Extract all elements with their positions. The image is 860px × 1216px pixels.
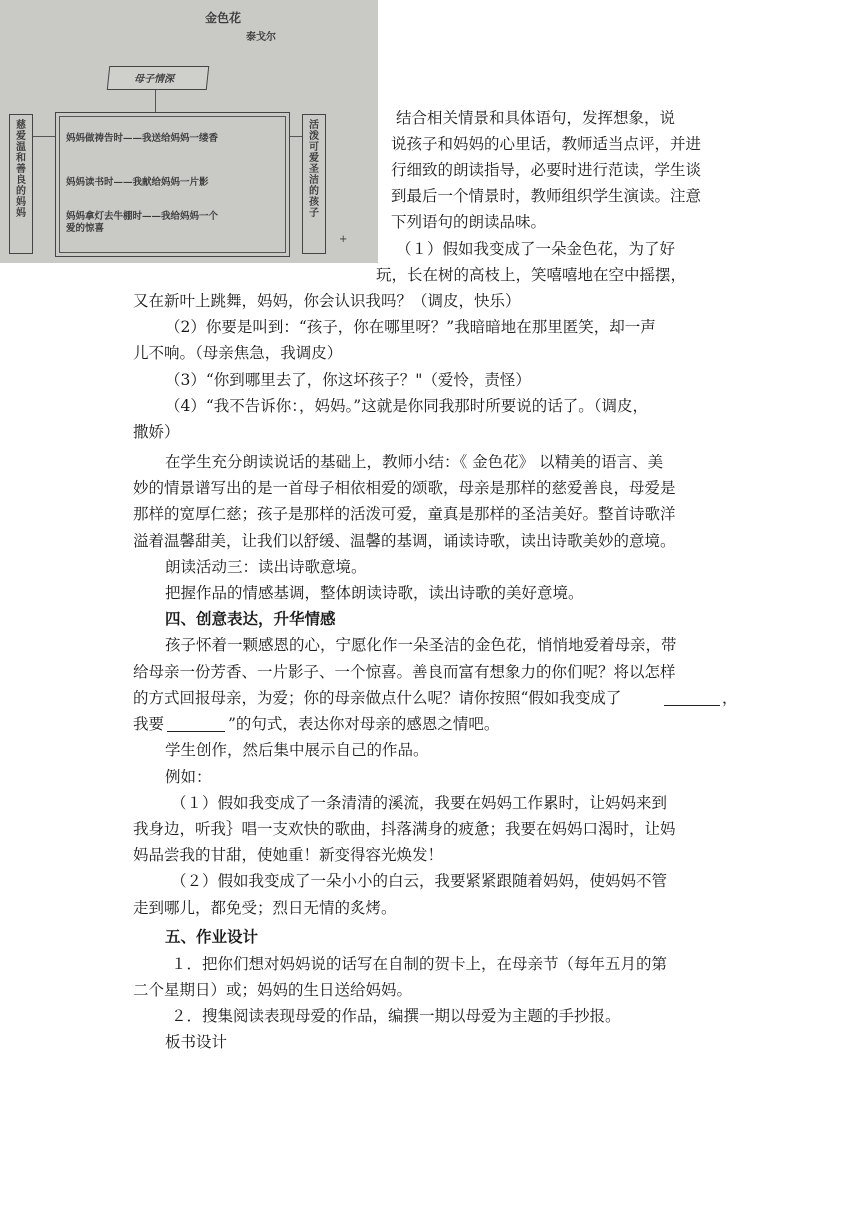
board-row: 妈妈拿灯去牛棚时——我给妈妈一个	[66, 211, 219, 222]
paragraph-line: 溢着温馨甜美，让我们以舒缓、温馨的基调，诵读诗歌，读出诗歌美妙的意境。	[133, 532, 676, 550]
paragraph-line: 到最后一个情景时，教师组织学生演读。注意	[391, 187, 702, 205]
paragraph-line: 那样的宽厚仁慈；孩子是那样的活泼可爱，童真是那样的圣洁美好。整首诗歌洋	[133, 505, 676, 523]
paragraph-line: （2）你要是叫到：“孩子，你在哪里呀？”我暗暗地在那里匿笑，却一声	[165, 318, 656, 336]
paragraph-line: 的方式回报母亲，为爱；你的母亲做点什么呢？请你按照“假如我变成了	[133, 689, 622, 707]
paragraph-line: （２）假如我变成了一朵小小的白云，我要紧紧跟随着妈妈，使妈妈不管	[171, 872, 668, 890]
paragraph-line: 妈品尝我的甘甜，使她重！新变得容光焕发！	[133, 846, 444, 864]
paragraph-line: 走到哪儿，都免受；烈日无情的炙烤。	[133, 899, 397, 917]
paragraph-line: ２．搜集阅读表现母爱的作品，编撰一期以母爱为主题的手抄报。	[171, 1007, 621, 1025]
board-author: 泰戈尔	[246, 32, 276, 43]
paragraph-line: ，	[722, 689, 738, 707]
paragraph-line: 行细致的朗读指导，必要时进行范读，学生谈	[391, 161, 702, 179]
board-design-image	[0, 0, 378, 263]
section-heading: 五、作业设计	[165, 927, 259, 946]
paragraph-line: 给母亲一份芳香、一片影子、一个惊喜。善良而富有想象力的你们呢？将以怎样	[133, 663, 676, 681]
paragraph-line: 把握作品的情感基调，整体朗读诗歌，读出诗歌的美好意境。	[165, 584, 584, 602]
paragraph-line: 撒娇）	[133, 423, 180, 441]
board-row: 妈妈读书时——我献给妈妈一片影	[66, 177, 209, 188]
paragraph-line: 妙的情景谱写出的是一首母子相依相爱的颂歌，母亲是那样的慈爱善良，母爱是	[133, 479, 676, 497]
paragraph-line: （4）“我不告诉你：，妈妈。”这就是你同我那时所要说的话了。（调皮，	[165, 397, 648, 415]
board-row: 妈妈做祷告时——我送给妈妈一缕香	[66, 133, 219, 144]
paragraph-line: 二个星期日）或；妈妈的生日送给妈妈。	[133, 981, 413, 999]
paragraph-line: 学生创作，然后集中展示自己的作品。	[165, 741, 429, 759]
left-column-text: 慈爱温和善良的妈妈	[16, 120, 26, 219]
paragraph-line: 玩，长在树的高枝上，笑嘻嘻地在空中摇摆，	[376, 266, 687, 284]
right-column-text: 活泼可爱圣洁的孩子	[309, 120, 319, 219]
fill-blank	[664, 689, 720, 706]
paragraph-line: 结合相关情景和具体语句，发挥想象，说	[396, 109, 676, 127]
paragraph-line: 我身边，听我｝唱一支欢快的歌曲，抖落满身的疲惫；我要在妈妈口渴时，让妈	[133, 820, 676, 838]
paragraph-line: 例如：	[165, 768, 212, 786]
paragraph-line: 又在新叶上跳舞，妈妈，你会认识我吗？（调皮，快乐）	[133, 292, 521, 310]
paragraph-line: ”的句式，表达你对母亲的感恩之情吧。	[228, 715, 500, 733]
paragraph-line: 说孩子和妈妈的心里话，教师适当点评，并进	[391, 135, 702, 153]
fill-blank	[167, 715, 225, 732]
section-heading: 四、创意表达，升华情感	[165, 609, 336, 628]
board-title: 金色花	[205, 11, 242, 25]
banner-text: 母子情深	[134, 74, 174, 85]
left-connector	[33, 136, 55, 137]
paragraph-line: １．把你们想对妈妈说的话写在自制的贺卡上，在母亲节（每年五月的第	[171, 955, 668, 973]
paragraph-line: 儿不响。（母亲焦急，我调皮）	[133, 344, 343, 362]
paragraph-line: 下列语句的朗读品味。	[391, 213, 547, 231]
paragraph-line: （3）“你到哪里去了，你这坏孩子？"（爱怜，责怪）	[165, 371, 531, 389]
paragraph-line: 在学生充分朗读说话的基础上，教师小结：《 金色花》 以精美的语言、美	[165, 453, 664, 471]
paragraph-line: 朗读活动三：读出诗歌意境。	[165, 558, 367, 576]
paragraph-line: 板书设计	[165, 1033, 228, 1051]
paragraph-line: （１）假如我变成了一条清清的溪流，我要在妈妈工作累时，让妈妈来到	[171, 794, 668, 812]
board-row: 爱的惊喜	[66, 223, 105, 234]
right-connector	[290, 136, 302, 137]
paragraph-line: 我要	[133, 715, 165, 733]
banner-connector	[155, 90, 156, 112]
paragraph-line: 孩子怀着一颗感恩的心，宁愿化作一朵圣洁的金色花，悄悄地爱着母亲，带	[165, 636, 677, 654]
image-marker: +	[339, 234, 348, 245]
paragraph-line: （１）假如我变成了一朵金色花，为了好	[396, 240, 676, 258]
